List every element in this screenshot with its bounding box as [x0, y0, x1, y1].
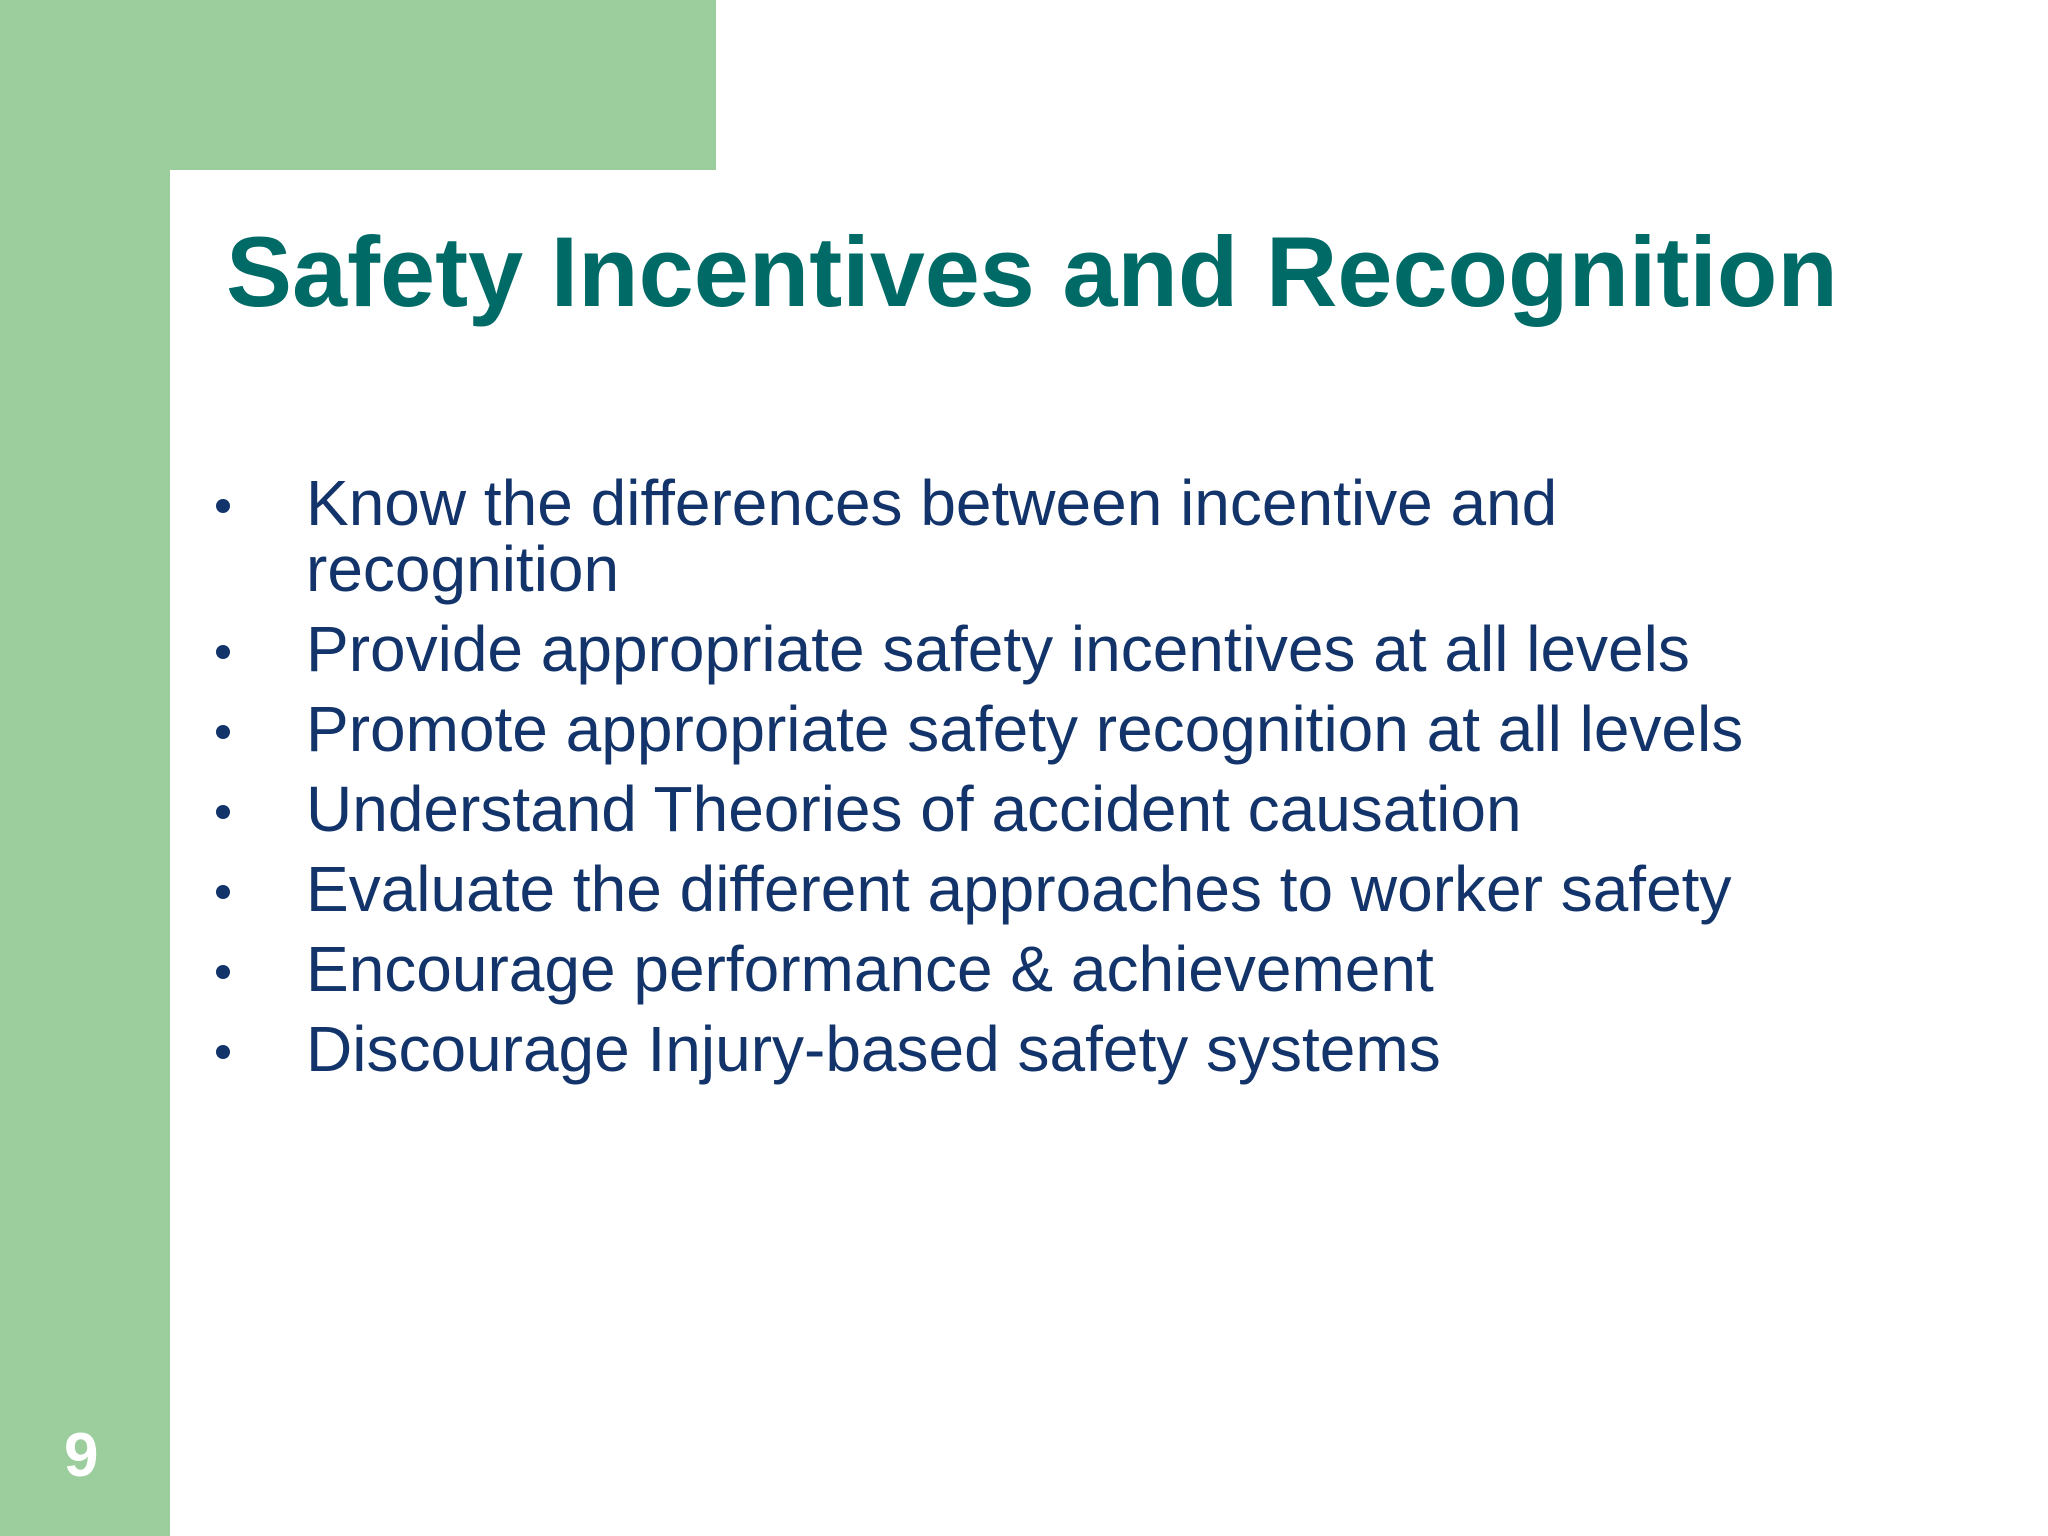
- bullet-text: Know the differences between incentive and recognition: [306, 467, 1558, 605]
- bullet-item: [206, 933, 1926, 1005]
- bullet-dot-icon: [216, 805, 230, 819]
- bullet-item: [206, 773, 1926, 845]
- page-number: 9: [64, 1421, 99, 1490]
- green-sidebar-band: [0, 0, 170, 1536]
- bullet-text: Provide appropriate safety incentives at all levels: [306, 613, 1690, 685]
- bullet-dot-icon: [216, 1045, 230, 1059]
- bullet-dot-icon: [216, 965, 230, 979]
- bullet-item: [206, 613, 1926, 685]
- bullet-item: [206, 1013, 1926, 1085]
- green-top-band: [0, 0, 716, 170]
- bullet-dot-icon: [216, 725, 230, 739]
- bullet-text: Encourage performance & achievement: [306, 933, 1434, 1005]
- bullet-text: Evaluate the different approaches to worker safety: [306, 853, 1732, 925]
- bullet-text: Understand Theories of accident causation: [306, 773, 1522, 845]
- slide-title: Safety Incentives and Recognition: [226, 216, 1838, 327]
- bullet-text: Promote appropriate safety recognition at all levels: [306, 693, 1744, 765]
- bullet-dot-icon: [216, 885, 230, 899]
- bullet-list: [206, 467, 1926, 1096]
- bullet-dot-icon: [216, 645, 230, 659]
- bullet-item: [206, 853, 1926, 925]
- bullet-text: Discourage Injury-based safety systems: [306, 1013, 1441, 1085]
- bullet-item: [206, 467, 1926, 605]
- bullet-item: [206, 693, 1926, 765]
- bullet-dot-icon: [216, 499, 230, 513]
